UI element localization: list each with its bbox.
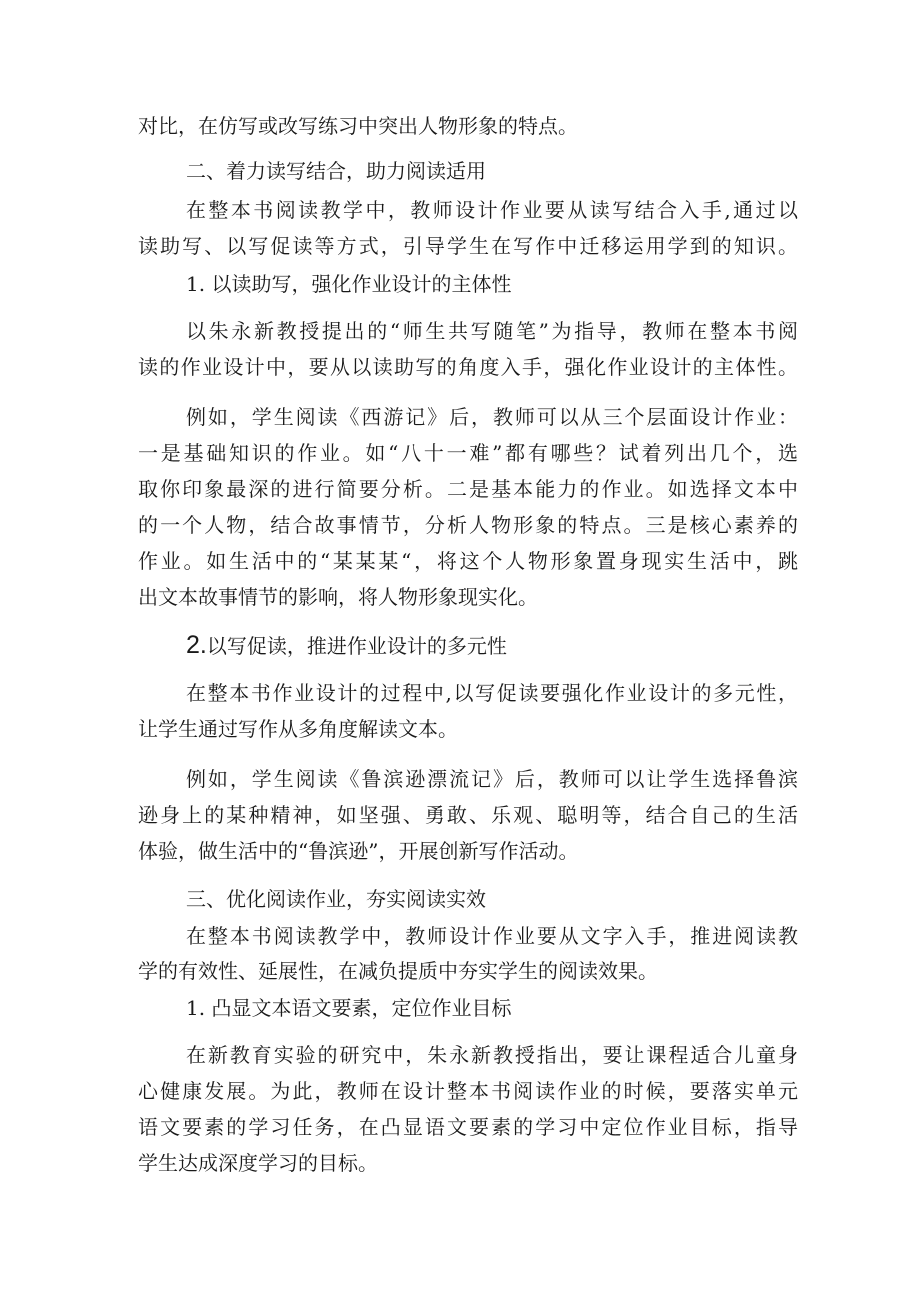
paragraph-line: 在整本书阅读教学中，教师设计作业要从读写结合入手,通过以 [186,198,798,222]
paragraph-line: 逊身上的某种精神，如坚强、勇敢、乐观、聪明等，结合自己的生活 [138,803,798,827]
paragraph-line: 语文要素的学习任务，在凸显语文要素的学习中定位作业目标，指导 [138,1115,798,1139]
paragraph-line: 学生达成深度学习的目标。 [138,1151,378,1175]
section-heading: 三、优化阅读作业，夯实阅读实效 [186,887,486,911]
paragraph-line: 取你印象最深的进行简要分析。二是基本能力的作业。如选择文本中 [138,477,798,501]
paragraph-line: 在新教育实验的研究中，朱永新教授指出，要让课程适合儿童身 [186,1043,798,1067]
paragraph-line: 让学生通过写作从多角度解读文本。 [138,717,458,741]
paragraph-line: 的一个人物，结合故事情节，分析人物形象的特点。三是核心素养的 [138,513,798,537]
subsection-heading [186,631,798,659]
paragraph-line: 一是基础知识的作业。如“八十一难”都有哪些？试着列出几个，选 [138,441,798,465]
paragraph-line: 例如，学生阅读《西游记》后，教师可以从三个层面设计作业： [186,405,798,429]
paragraph-line: 作业。如生活中的“某某某“，将这个人物形象置身现实生活中，跳 [138,549,798,573]
paragraph-line: 读的作业设计中，要从以读助写的角度入手，强化作业设计的主体性。 [138,355,798,379]
subsection-heading: 1. 凸显文本语文要素，定位作业目标 [186,996,512,1020]
paragraph-line: 读助写、以写促读等方式，引导学生在写作中迁移运用学到的知识。 [138,234,798,258]
heading-number: 2. [186,631,207,659]
paragraph-line: 以朱永新教授提出的“师生共写随笔”为指导，教师在整本书阅 [186,319,798,343]
paragraph-line: 出文本故事情节的影响，将人物形象现实化。 [138,585,538,609]
subsection-heading: 1. 以读助写，强化作业设计的主体性 [186,272,512,296]
section-heading: 二、着力读写结合，助力阅读适用 [186,159,486,183]
paragraph-line: 心健康发展。为此，教师在设计整本书阅读作业的时候，要落实单元 [138,1079,798,1103]
paragraph-line: 例如，学生阅读《鲁滨逊漂流记》后，教师可以让学生选择鲁滨 [186,767,798,791]
heading-text: 以写促读，推进作业设计的多元性 [206,634,507,658]
paragraph-line: 在整本书阅读教学中，教师设计作业要从文字入手，推进阅读教 [186,924,798,948]
paragraph-line: 在整本书作业设计的过程中,以写促读要强化作业设计的多元性， [186,681,798,705]
paragraph-line: 学的有效性、延展性，在减负提质中夯实学生的阅读效果。 [138,959,658,983]
paragraph-line: 对比，在仿写或改写练习中突出人物形象的特点。 [138,114,578,138]
paragraph-line: 体验，做生活中的“鲁滨逊”，开展创新写作活动。 [138,839,579,863]
